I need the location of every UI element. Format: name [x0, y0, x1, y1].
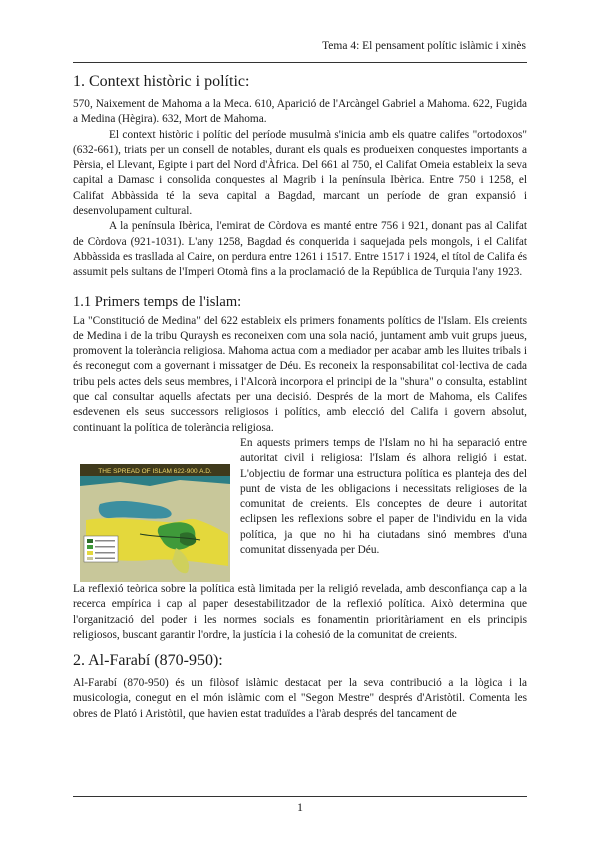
- section-heading-context: 1. Context històric i polític:: [73, 73, 250, 90]
- paragraph-caliphates: El context històric i polític del període musulmà s'inicia amb els quatre califes "ortodoxos" (632-661), triats per un consell de notables, durant els quals es produeixen conquestes importants a Pèrsia, el Llevant, Egipte i part del Nord d'Àfrica. Del 661 al 750, el Califat Omeia estableix la seva capital a Damasc i consolida conquestes al Magrib i la península Ibèrica. Entre 750 i 1258, el Califat Abbàssida té la seva capital a Bagdad, marcant un període de gran expansió i desenvolupament cultural.: [73, 128, 527, 218]
- paragraph-medina-constitution: La "Constitució de Medina" del 622 estableix els primers fonaments polítics de l'Islam. Els creients de Medina i de la tribu Quraysh es reconeixen com una sola nació, juntament amb vuit grups jueus, promovent la tolerància religiosa. Mahoma actua com a mediador per acabar amb les lluites tribals i és reconegut com a governant i missatger de Déu. Es reconeix la responsabilitat col·lectiva de cada tribu pels actes dels seus membres, i l'Alcorà incorpora el principi de la "shura" o consulta, establint que cal consultar aquells afectats per una decisió. Després de la mort de Mahoma, els Califes esdevenen els seus successors religiosos i polítics, amb elecció del Califa i govern absolut, continuant la política de tolerància religiosa.: [73, 314, 527, 434]
- header-rule: [73, 62, 527, 63]
- footer-rule: [73, 796, 527, 797]
- paragraph-religion-state: En aquests primers temps de l'Islam no hi ha separació entre autoritat civil i religiosa: l'Islam és alhora religió i estat. L'objectiu de formar una estructura política es planteja des del punt de vista de les obligacions i necessitats religioses de la comunitat de creients. Els conceptes de deure i autoritat eclipsen les reflexions sobre el paper de l'individu en la vida política, ja que no hi ha ciutadans sinó membres d'una comunitat dissenyada per Déu.: [240, 436, 527, 557]
- map-title: THE SPREAD OF ISLAM 622-900 A.D.: [98, 467, 212, 475]
- running-header: Tema 4: El pensament polític islàmic i xinès: [322, 40, 526, 52]
- paragraph-cordoba: A la península Ibèrica, l'emirat de Còrdova es manté entre 756 i 921, donant pas al Califat de Còrdova (921-1031). L'any 1258, Bagdad és conquerida i saquejada pels mongols, i el Califat Abbàssida es trasllada al Caire, on perdura entre 1261 i 1517. Entre 1517 i 1924, el títol de Califa és assumit pels sultans de l'Imperi Otomà fins a la proclamació de la República de Turquia l'any 1923.: [73, 220, 527, 279]
- spread-of-islam-map: [80, 464, 230, 582]
- paragraph-al-farabi: Al-Farabí (870-950) és un filòsof islàmic destacat per la seva contribució a la lògica i la musicologia, conegut en el món islàmic com el "Segon Mestre" després d'Aristòtil. Comenta les obres de Plató i Aristòtil, que havien estat traduïdes a l'àrab després del tancament de: [73, 677, 527, 720]
- page-content: [73, 72, 527, 722]
- section-heading-al-farabi: 2. Al-Farabí (870-950):: [73, 652, 223, 670]
- page-number: 1: [297, 800, 303, 814]
- section-heading-early-islam: 1.1 Primers temps de l'islam:: [73, 293, 242, 310]
- figure-row: [73, 436, 527, 582]
- map-image: [80, 464, 230, 582]
- paragraph-chronology: 570, Naixement de Mahoma a la Meca. 610, Aparició de l'Arcàngel Gabriel a Mahoma. 622, Fugida a Medina (Hègira). 632, Mort de Mahoma.: [73, 98, 527, 126]
- paragraph-theoretical-reflection: La reflexió teòrica sobre la política està limitada per la religió revelada, amb desconfiança cap a la recerca empírica i cap al paper desestabilitzador de la reflexió política. Això determina que l'organització del poder i les normes socials es fonamentin prioritàriament en els principis religiosos, buscant garantir l'ordre, la justícia i la cohesió de la comunitat de creients.: [73, 582, 527, 641]
